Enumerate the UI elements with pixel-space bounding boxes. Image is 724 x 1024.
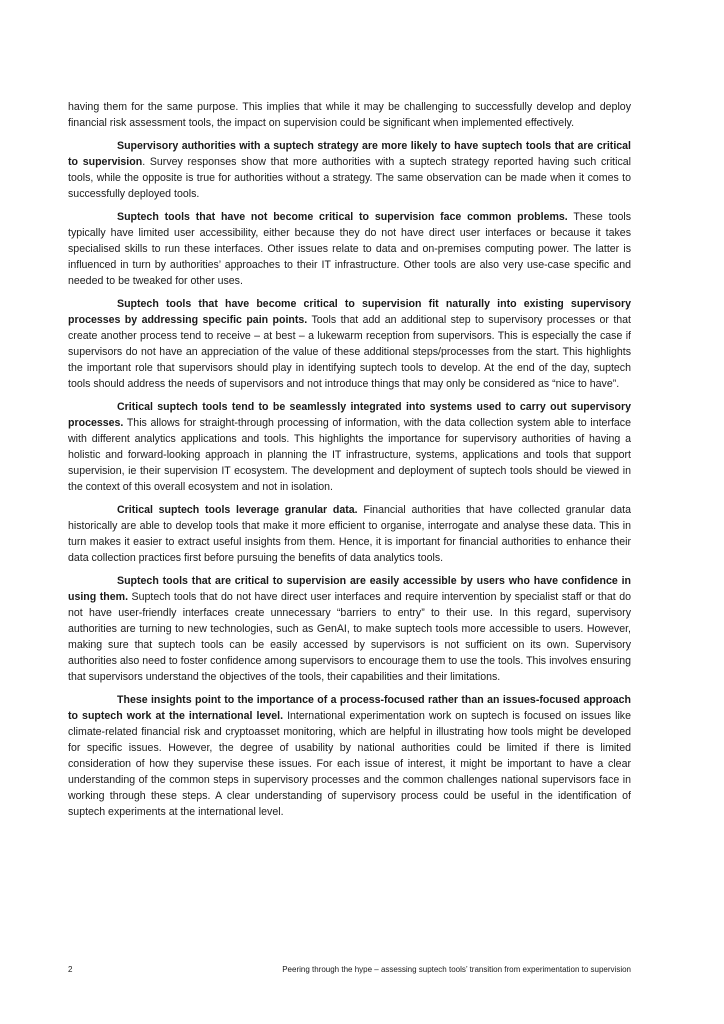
paragraph-lead: Suptech tools that are critical to supervision are easily accessible by users who have confidence in using them. [68, 575, 631, 603]
document-body [68, 99, 631, 827]
paragraph-granular-data [68, 502, 631, 566]
page-number: 2 [68, 965, 73, 974]
paragraph-body: These tools typically have limited user accessibility, either because they do not have direct user interfaces or because it takes specialised skills to run these interfaces. Other issues relate to data and on-premises computing power. The latter is influenced in turn by authorities’ approaches to their IT infrastructure. Other tools are also very use-case specific and needed to be tweaked for other uses. [68, 211, 631, 287]
paragraph-lead: Supervisory authorities with a suptech strategy are more likely to have suptech tools that are critical to supervision [68, 140, 631, 168]
paragraph-body: having them for the same purpose. This implies that while it may be challenging to successfully develop and deploy financial risk assessment tools, the impact on supervision could be significant when implemented effectively. [68, 101, 631, 129]
paragraph-lead: Suptech tools that have become critical to supervision fit naturally into existing supervisory processes by addressing specific pain points. [68, 298, 631, 326]
paragraph-process-focused [68, 692, 631, 820]
paragraph-pain-points [68, 296, 631, 392]
paragraph-suptech-strategy [68, 138, 631, 202]
paragraph-common-problems [68, 209, 631, 289]
footer-title: Peering through the hype – assessing suptech tools’ transition from experimentation to supervision [282, 965, 631, 974]
paragraph-body: This allows for straight-through processing of information, with the data collection system able to interface with different analytics applications and tools. This highlights the importance for supervisory authorities of having a holistic and forward-looking approach in planning the IT infrastructure, systems, applications and tools that support supervision, ie their supervision IT ecosystem. The development and deployment of suptech tools should be viewed in the context of this overall ecosystem and not in isolation. [68, 417, 631, 493]
paragraph-body: Tools that add an additional step to supervisory processes or that create another process tend to receive – at best – a lukewarm reception from supervisors. This is especially the case if supervisors do not have an appreciation of the value of these additional steps/processes from the start. This highlights the important role that supervisors should play in identifying suptech tools to develop. At the end of the day, suptech tools should address the needs of supervisors and not introduce things that may only be considered as “nice to have”. [68, 314, 632, 390]
paragraph-lead: Critical suptech tools leverage granular data. [117, 504, 358, 516]
paragraph-lead: Critical suptech tools tend to be seamlessly integrated into systems used to carry out supervisory processes. [68, 401, 631, 429]
paragraph-lead: Suptech tools that have not become critical to supervision face common problems. [117, 211, 568, 223]
paragraph-integration [68, 399, 631, 495]
paragraph-body: Financial authorities that have collected granular data historically are able to develop tools that make it more efficient to organise, interrogate and analyse these data. This in turn makes it easier to extract useful insights from them. Hence, it is important for financial authorities to enhance their data collection practices first before pursuing the benefits of data analytics tools. [68, 504, 631, 564]
paragraph-body: Suptech tools that do not have direct user interfaces and require intervention by specialist staff or that do not have user-friendly interfaces create unnecessary “barriers to entry” to their use. In this regard, supervisory authorities are turning to new technologies, such as GenAI, to make suptech tools more accessible to users. However, making sure that suptech tools can be easily accessed by supervisors is not sufficient on its own. Supervisory authorities also need to foster confidence among supervisors to encourage them to use the tools. This involves ensuring that supervisors understand the objectives of the tools, their capabilities and their limitations. [68, 591, 632, 683]
paragraph-body: International experimentation work on suptech is focused on issues like climate-related financial risk and cryptoasset monitoring, which are helpful in illustrating how tools might be developed for specific issues. However, the degree of usability by national authorities could be limited if there is limited consideration of how they supervise these issues. For each issue of interest, it might be important to have a clear understanding of the common steps in supervisory processes and the common challenges national supervisors face in working through these steps. A clear understanding of supervisory process could be useful in the identification of suptech experiments at the international level. [68, 710, 631, 818]
paragraph-lead: These insights point to the importance of a process-focused rather than an issues-focused approach to suptech work at the international level. [68, 694, 631, 722]
paragraph-continuation [68, 99, 631, 131]
paragraph-accessibility [68, 573, 631, 685]
paragraph-body: . Survey responses show that more authorities with a suptech strategy reported having such critical tools, while the opposite is true for authorities without a strategy. The same observation can be made when it comes to successfully deployed tools. [68, 156, 632, 200]
